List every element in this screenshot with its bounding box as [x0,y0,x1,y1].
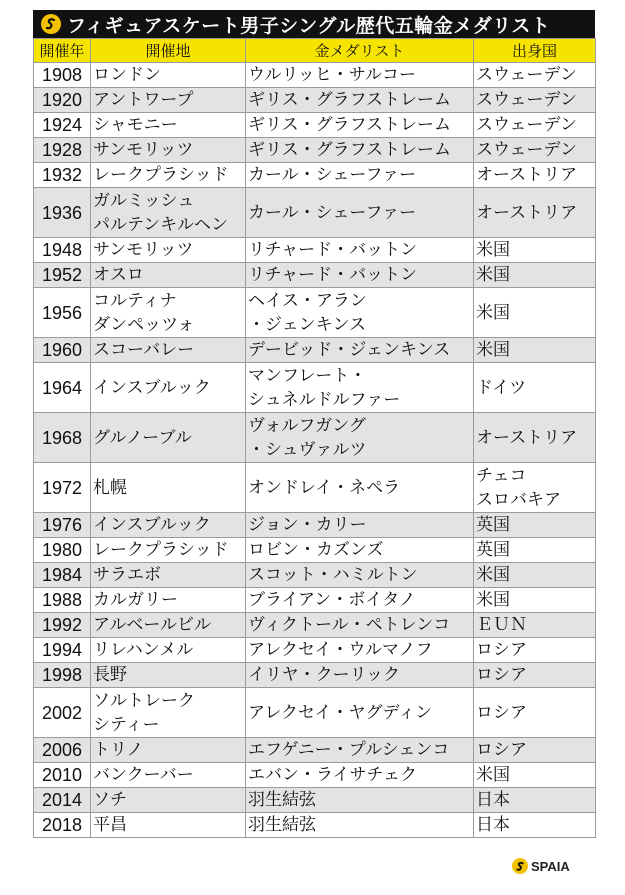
country-line: 米国 [476,590,510,610]
table-row [34,613,596,638]
cell-country [474,538,596,563]
country-line: ロシア [476,740,527,760]
table-row [34,413,596,463]
table-row [34,63,596,88]
cell-year: 2014 [34,788,91,813]
medalist-line: ギリス・グラフストレーム [248,90,451,110]
country-line: スロバキア [476,489,561,510]
cell-venue [91,288,246,338]
cell-medalist [246,663,474,688]
venue-line: トリノ [93,740,144,760]
country-line: ロシア [476,665,527,685]
table-row [34,188,596,238]
cell-venue [91,63,246,88]
cell-year: 1994 [34,638,91,663]
cell-country [474,638,596,663]
cell-year: 1960 [34,338,91,363]
country-line: 米国 [476,340,510,360]
table-row [34,238,596,263]
cell-year: 1908 [34,63,91,88]
medalist-line: ・ジェンキンス [248,314,366,335]
table-row [34,588,596,613]
column-header-year: 開催年 [34,39,91,63]
cell-medalist [246,63,474,88]
table-row [34,788,596,813]
cell-venue [91,513,246,538]
venue-line: 平昌 [93,815,127,835]
venue-line: ソチ [93,790,127,810]
country-line: 英国 [476,540,510,560]
country-line: オーストリア [476,202,578,223]
title-bar [33,10,595,38]
cell-medalist [246,538,474,563]
cell-year: 1980 [34,538,91,563]
country-line: スウェーデン [476,140,577,160]
cell-country [474,163,596,188]
table-row [34,738,596,763]
table-row [34,563,596,588]
medalist-line: カール・シェーファー [248,202,417,223]
medalist-line: ギリス・グラフストレーム [248,140,451,160]
country-line: 日本 [476,790,510,810]
country-line: 米国 [476,265,510,285]
cell-year: 1992 [34,613,91,638]
table-row [34,338,596,363]
table-title: フィギュアスケート男子シングル歴代五輪金メダリスト [67,14,551,37]
medalist-line: エバン・ライサチェク [248,765,417,785]
venue-line: 長野 [93,665,127,685]
cell-country [474,63,596,88]
cell-year: 1998 [34,663,91,688]
table-row [34,113,596,138]
venue-line: レークプラシッド [93,165,229,185]
country-line: チェコ [476,465,527,486]
venue-line: コルティナ [93,290,177,311]
cell-medalist [246,588,474,613]
cell-medalist [246,813,474,838]
table-row [34,363,596,413]
medalist-line: シュネルドルファー [248,389,401,410]
cell-medalist [246,88,474,113]
medalist-line: アレクセイ・ヤグディン [248,702,433,723]
medalist-line: マンフレート・ [248,365,367,386]
cell-venue [91,138,246,163]
cell-year: 2010 [34,763,91,788]
cell-medalist [246,763,474,788]
country-line: オーストリア [476,165,578,185]
spaia-logo-icon [512,858,528,874]
medalist-line: 羽生結弦 [248,790,316,810]
cell-medalist [246,113,474,138]
cell-year: 1948 [34,238,91,263]
cell-year: 1988 [34,588,91,613]
cell-medalist [246,613,474,638]
table-row [34,538,596,563]
venue-line: インスブルック [93,377,211,398]
cell-medalist [246,363,474,413]
country-line: ＥＵＮ [476,615,527,635]
venue-line: インスブルック [93,515,211,535]
medalist-line: オンドレイ・ネペラ [248,477,401,498]
table-row [34,88,596,113]
table-row [34,763,596,788]
cell-year: 2006 [34,738,91,763]
cell-venue [91,738,246,763]
cell-year: 1924 [34,113,91,138]
cell-venue [91,788,246,813]
cell-year: 1928 [34,138,91,163]
cell-year: 1920 [34,88,91,113]
venue-line: ソルトレーク [93,690,195,711]
table-row [34,463,596,513]
cell-year: 1984 [34,563,91,588]
venue-line: ロンドン [93,65,161,85]
medalist-line: カール・シェーファー [248,165,417,185]
cell-medalist [246,738,474,763]
medalist-line: デービッド・ジェンキンス [248,340,451,360]
country-line: 米国 [476,765,510,785]
venue-line: アントワープ [93,90,194,110]
cell-medalist [246,413,474,463]
venue-line: シャモニー [93,115,178,135]
cell-venue [91,363,246,413]
venue-line: パルテンキルヘン [93,214,228,235]
table-row [34,663,596,688]
cell-medalist [246,788,474,813]
medalist-line: リチャード・バットン [248,240,418,260]
country-line: 英国 [476,515,510,535]
table-row [34,163,596,188]
venue-line: サラエボ [93,565,161,585]
cell-year: 1968 [34,413,91,463]
spaia-logo-icon [41,14,61,34]
column-header-venue: 開催地 [91,39,246,63]
cell-venue [91,638,246,663]
medalist-line: 羽生結弦 [248,815,316,835]
medalist-line: ロビン・カズンズ [248,540,384,560]
venue-line: 札幌 [93,477,127,498]
cell-year: 1972 [34,463,91,513]
medalist-line: ヘイス・アラン [248,290,367,311]
cell-country [474,238,596,263]
cell-venue [91,813,246,838]
cell-medalist [246,188,474,238]
cell-country [474,738,596,763]
column-header-medalist: 金メダリスト [246,39,474,63]
cell-country [474,788,596,813]
cell-country [474,288,596,338]
cell-country [474,413,596,463]
medalist-line: ウルリッヒ・サルコー [248,65,416,85]
medalist-line: ジョン・カリー [248,515,367,535]
cell-medalist [246,288,474,338]
cell-venue [91,238,246,263]
cell-venue [91,263,246,288]
cell-venue [91,588,246,613]
cell-country [474,363,596,413]
cell-medalist [246,688,474,738]
cell-country [474,88,596,113]
medalist-line: イリヤ・クーリック [248,665,400,685]
cell-country [474,513,596,538]
cell-venue [91,613,246,638]
cell-country [474,263,596,288]
cell-year: 1976 [34,513,91,538]
table-row [34,288,596,338]
cell-country [474,613,596,638]
table-row [34,263,596,288]
header-row [34,39,596,63]
cell-year: 1932 [34,163,91,188]
medalist-line: ヴィクトール・ペトレンコ [248,615,451,635]
venue-line: サンモリッツ [93,140,194,160]
cell-year: 2018 [34,813,91,838]
cell-medalist [246,238,474,263]
footer-brand: SPAIA [531,858,570,874]
venue-line: スコーバレー [93,340,195,360]
medalist-line: エフゲニー・プルシェンコ [248,740,450,760]
country-line: ドイツ [476,377,527,398]
cell-country [474,188,596,238]
country-line: ロシア [476,640,527,660]
table-row [34,138,596,163]
cell-venue [91,563,246,588]
table-row [34,688,596,738]
cell-medalist [246,263,474,288]
venue-line: バンクーバー [93,765,194,785]
country-line: 米国 [476,302,510,323]
venue-line: リレハンメル [93,640,194,660]
country-line: スウェーデン [476,90,577,110]
cell-venue [91,413,246,463]
country-line: ロシア [476,702,527,723]
cell-medalist [246,638,474,663]
venue-line: レークプラシッド [93,540,229,560]
cell-medalist [246,463,474,513]
venue-line: シティー [93,714,160,735]
cell-medalist [246,163,474,188]
cell-country [474,588,596,613]
medalist-line: ・シュヴァルツ [248,439,367,460]
table-row [34,513,596,538]
cell-country [474,813,596,838]
venue-line: オスロ [93,265,144,285]
country-line: 米国 [476,565,510,585]
cell-medalist [246,513,474,538]
medalist-table [33,38,596,838]
venue-line: カルガリー [93,590,178,610]
cell-country [474,663,596,688]
cell-country [474,688,596,738]
cell-venue [91,338,246,363]
cell-year: 1952 [34,263,91,288]
medalist-line: ブライアン・ボイタノ [248,590,416,610]
cell-venue [91,88,246,113]
venue-line: サンモリッツ [93,240,194,260]
venue-line: ダンペッツォ [93,314,195,335]
table-row [34,813,596,838]
cell-country [474,463,596,513]
cell-venue [91,188,246,238]
cell-medalist [246,138,474,163]
cell-venue [91,763,246,788]
country-line: オーストリア [476,427,578,448]
cell-venue [91,163,246,188]
medalist-line: スコット・ハミルトン [248,565,418,585]
cell-year: 1956 [34,288,91,338]
cell-country [474,563,596,588]
cell-country [474,138,596,163]
cell-venue [91,663,246,688]
medalist-table-sheet [33,10,595,838]
cell-country [474,338,596,363]
cell-year: 1964 [34,363,91,413]
medalist-line: ヴォルフガング [248,415,366,436]
medalist-line: リチャード・バットン [248,265,418,285]
venue-line: グルノーブル [93,427,192,448]
country-line: スウェーデン [476,115,577,135]
cell-venue [91,688,246,738]
medalist-line: ギリス・グラフストレーム [248,115,451,135]
cell-venue [91,113,246,138]
country-line: 日本 [476,815,510,835]
cell-country [474,113,596,138]
cell-year: 2002 [34,688,91,738]
venue-line: ガルミッシュ [93,190,195,211]
cell-venue [91,463,246,513]
column-header-country: 出身国 [474,39,596,63]
cell-medalist [246,563,474,588]
country-line: 米国 [476,240,510,260]
cell-medalist [246,338,474,363]
cell-year: 1936 [34,188,91,238]
cell-venue [91,538,246,563]
venue-line: アルベールビル [93,615,211,635]
medalist-line: アレクセイ・ウルマノフ [248,640,433,660]
table-row [34,638,596,663]
footer-logo [512,858,570,874]
cell-country [474,763,596,788]
country-line: スウェーデン [476,65,577,85]
